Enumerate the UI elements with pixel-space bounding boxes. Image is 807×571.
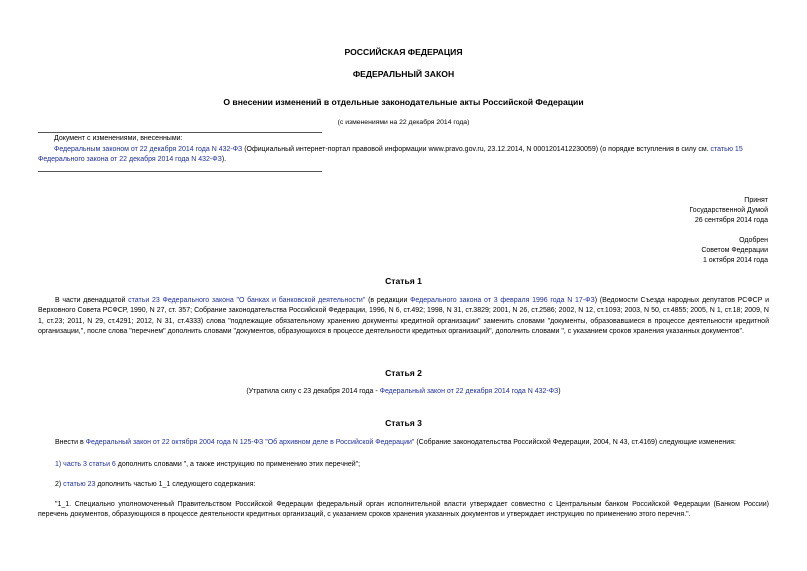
changes-top-rule xyxy=(38,132,322,133)
document-title: О внесении изменений в отдельные законодательные акты Российской Федерации xyxy=(223,97,584,107)
approved-date: 1 октября 2014 года xyxy=(702,257,768,265)
changes-label: Документ с изменениями, внесенными: xyxy=(54,135,183,142)
item2-prefix: 2) xyxy=(55,481,64,488)
article3-heading: Статья 3 xyxy=(385,418,422,428)
banks-law-article23-link[interactable]: статьи 23 Федерального закона "О банках и банковской деятельности" xyxy=(128,297,366,304)
changes-end-text: ). xyxy=(221,156,227,164)
article2-heading: Статья 2 xyxy=(385,368,422,378)
article23-link[interactable]: статью 23 xyxy=(63,481,96,488)
archive-law-link[interactable]: Федеральный закон от 22 октября 2004 года N 125-ФЗ "Об архивном деле в Российской Федерации" xyxy=(85,439,415,446)
accepted-label: Принят xyxy=(744,197,768,204)
amending-law-link[interactable]: Федеральным законом от 22 декабря 2014 года N 432-ФЗ xyxy=(54,146,243,153)
law-432fz-link[interactable]: Федеральный закон от 22 декабря 2014 года N 432-ФЗ xyxy=(379,388,559,395)
article1-text-rest: ) (Ведомости Съезда народных депутатов РСФСР и Верховного Совета РСФСР, 1990, N 27, ст. 357; Собрание законодательства Российской Федерации, 1996, N 6, ст.492; 1998, N 31, ст.3829; 2001, N 26, ст.2586; 2002, N 12, ст.1093; 2003, N 50, ст.4855; 2005, N 1, ст.18; 2009, N 1, ст.23; 2011, N 29, ст.4291; 2012, N 31, ст.4333) слова "подлежащие обязательному хранению документы кредитной организации" заменить словами "документы, образовавшиеся в процессе деятельности кредитной организации,", после слова "перечнем" дополнить словами "документов, образующихся в процессе деятельности кредитных организаций", дополнить словами ", с указанием сроков хранения указанных документов". xyxy=(38,297,770,335)
item1-text: дополнить словами ", а также инструкцию по применению этих перечней"; xyxy=(115,461,361,468)
article3-item1 xyxy=(38,460,769,470)
article3-intro-rest: (Собрание законодательства Российской Федерации, 2004, N 43, ст.4169) следующие изменения: xyxy=(414,439,736,446)
part3-article6-link[interactable]: 1) часть 3 статьи 6 xyxy=(55,461,116,468)
item2-text: дополнить частью 1_1 следующего содержания: xyxy=(95,481,256,488)
accepted-date: 26 сентября 2014 года xyxy=(694,217,768,225)
changes-source-text: (Официальный интернет-портал правовой информации www.pravo.gov.ru, 23.12.2014, N 0001201412230059) (о порядке вступления в силу см. xyxy=(242,146,711,153)
changes-bottom-rule xyxy=(38,171,322,172)
article2-text xyxy=(0,388,807,395)
article3-intro xyxy=(38,438,769,448)
accepted-body: Государственной Думой xyxy=(689,207,768,215)
article1-text-mid: (в редакции xyxy=(365,297,411,304)
article3-quote: "1_1. Специально уполномоченный Правительством Российской Федерации федеральный орган исполнительной власти утверждает совместно с Центральным банком Российской Федерации (Банком России) перечень документов, образующихся в процессе деятельности кредитных организаций, с указанием сроков хранения указанных документов и утверждает инструкцию по применению этого перечня.". xyxy=(38,501,769,519)
country-heading: РОССИЙСКАЯ ФЕДЕРАЦИЯ xyxy=(344,47,463,57)
article2-text-start: (Утратила силу с 23 декабря 2014 года - xyxy=(246,388,380,395)
edition-note: (с изменениями на 22 декабря 2014 года) xyxy=(337,119,470,126)
adoption-council xyxy=(701,236,768,267)
article1-text-start: В части двенадцатой xyxy=(55,297,129,304)
approved-label: Одобрен xyxy=(739,237,768,244)
article3-intro-start: Внести в xyxy=(55,439,86,446)
article1-text xyxy=(38,296,769,337)
article2-text-end: ) xyxy=(558,388,561,395)
adoption-duma xyxy=(689,196,768,227)
article1-heading: Статья 1 xyxy=(385,276,422,286)
article3-item2 xyxy=(38,480,769,490)
doc-type-heading: ФЕДЕРАЛЬНЫЙ ЗАКОН xyxy=(352,69,455,79)
law-17fz-link[interactable]: Федерального закона от 3 февраля 1996 года N 17-ФЗ xyxy=(410,297,595,304)
approved-body: Советом Федерации xyxy=(701,247,768,255)
article15-link[interactable]: статью 15 Федерального закона от 22 декабря 2014 года N 432-ФЗ xyxy=(38,146,743,164)
changes-text xyxy=(38,145,769,166)
